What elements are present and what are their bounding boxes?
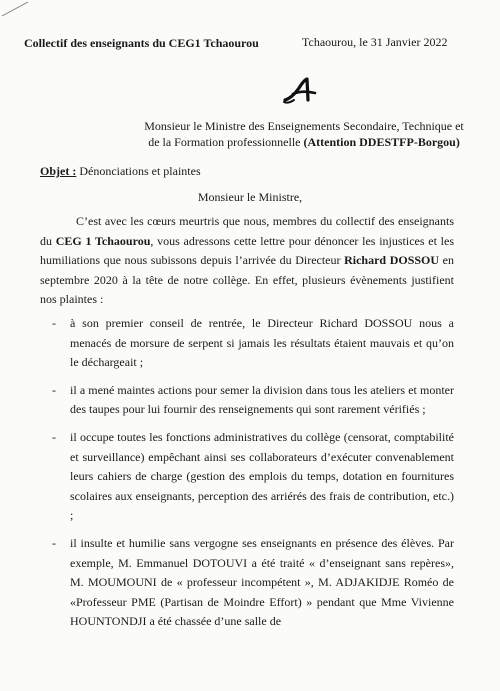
subject-line (40, 164, 201, 179)
subject-label: Objet : (40, 164, 77, 178)
place-date: Tchaourou, le 31 Janvier 2022 (302, 35, 448, 49)
recipient-attention: (Attention DDESTFP-Borgou) (303, 135, 460, 149)
subject-text: Dénonciations et plaintes (76, 164, 201, 178)
bullet-dash: - (52, 429, 56, 444)
handwritten-a-mark-icon (282, 76, 322, 106)
list-item (52, 428, 454, 526)
intro-school-name: CEG 1 Tchaourou (55, 233, 151, 248)
list-item (52, 534, 454, 632)
list-item (52, 314, 454, 373)
intro-director-name: Richard DOSSOU (344, 253, 440, 268)
recipient-line-2-text: de la Formation professionnelle (148, 135, 304, 149)
intro-text-2: , vous adressons cette lettre pour dénoncer les injustices et les humiliations que nous subissons depuis l’arrivée du Directeur (40, 233, 454, 268)
sender-name: Collectif des enseignants du CEG1 Tchaourou (24, 36, 259, 50)
list-item-text: il occupe toutes les fonctions administratives du collège (censorat, comptabilité et surveillance) empêchant ainsi ses collaborateurs d’exécuter convenablement leurs cahiers de charge (gestion des emplois du temps, dotation en fournitures scolaires aux enseignants, perception des arriérés des frais de contribution, etc.) ; (70, 429, 454, 523)
recipient-address (134, 118, 474, 150)
list-item-text: à son premier conseil de rentrée, le Directeur Richard DOSSOU nous a menacés de morsure de serpent si jamais les résultats étaient mauvais et qu’on le déchargeait ; (70, 316, 454, 370)
pen-scratch-mark (0, 0, 40, 20)
intro-text-3: en septembre 2020 à la tête de notre collège. En effet, plusieurs évènements justifient nos plaintes : (40, 253, 454, 307)
bullet-dash: - (52, 382, 56, 397)
recipient-line-1: Monsieur le Ministre des Enseignements Secondaire, Technique et (144, 119, 464, 133)
list-item (52, 381, 454, 420)
salutation: Monsieur le Ministre, (197, 190, 303, 204)
list-item-text: il a mené maintes actions pour semer la division dans tous les ateliers et monter des taupes pour lui fournir des renseignements qui sont rarement vérifiés ; (70, 382, 454, 417)
intro-paragraph (40, 212, 454, 310)
list-item-text: il insulte et humilie sans vergogne ses enseignants en présence des élèves. Par exemple, M. Emmanuel DOTOUVI a été traité « d’enseignant sans repères», M. MOUMOUNI de « professeur incompétent », M. ADJAKIDJE Roméo de «Professeur PME (Partisan de Moindre Effort) » pendant que Mme Vivienne HOUNTONDJI a été chassée d’une salle de (70, 535, 454, 629)
intro-text-1: C’est avec les cœurs meurtris que nous, membres du collectif des enseignants du (40, 214, 454, 248)
recipient-line-2 (134, 134, 474, 150)
bullet-dash: - (52, 535, 56, 550)
bullet-dash: - (52, 316, 56, 330)
complaints-list (52, 314, 454, 640)
